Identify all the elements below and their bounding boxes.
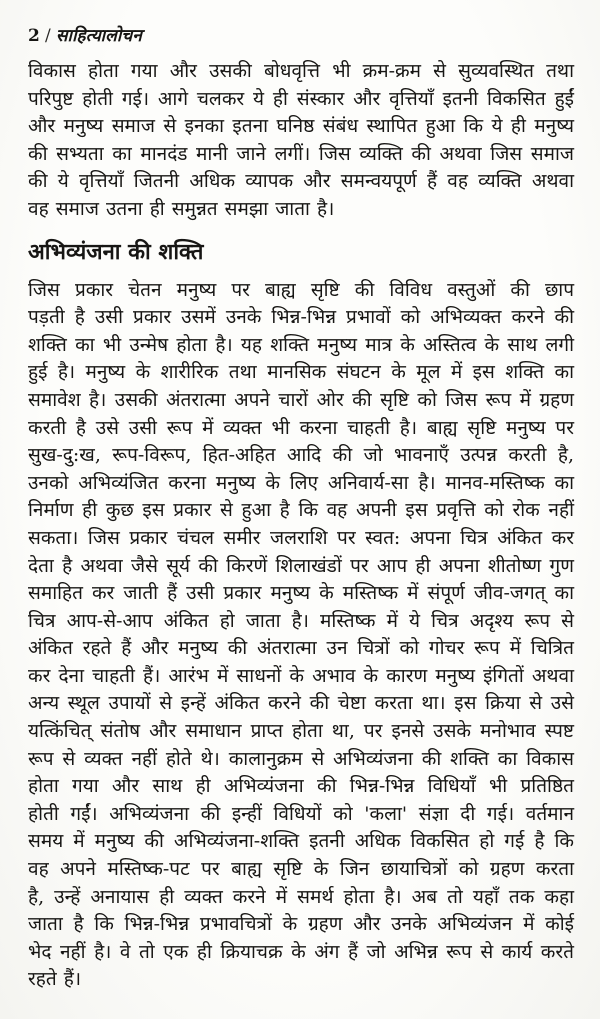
text-line: जिस प्रकार चेतन मनुष्य पर बाह्य सृष्टि की विविध वस्तुओं की छाप [28,278,574,301]
text-line: सुख-दु:ख, रूप-विरूप, हित-अहित आदि की जो भावनाएँ उत्पन्न करती है, [28,444,574,467]
text-line: है, उन्हें अनायास ही व्यक्त करने में समर्थ होता है। अब तो यहाँ तक कहा [28,885,574,908]
text-line: अंकित रहते हैं और मनुष्य की अंतरात्मा उन चित्रों को गोचर रूप में चित्रित [28,637,574,660]
text-line: समावेश है। उसकी अंतरात्मा अपने चारों ओर की सृष्टि को जिस रूप में ग्रहण [28,388,574,411]
text-line: समय में मनुष्य की अभिव्यंजना-शक्ति इतनी अधिक विकसित हो गई है कि [28,830,574,853]
text-line: रूप से व्यक्त नहीं होते थे। कालानुक्रम से अभिव्यंजना की शक्ति का विकास [28,747,574,770]
text-line: जाता है कि भिन्न-भिन्न प्रभावचित्रों के ग्रहण और उनके अभिव्यंजन में कोई [28,913,574,936]
text-line: परिपुष्ट होती गई। आगे चलकर ये ही संस्कार और वृत्तियाँ इतनी विकसित हुईं [28,87,574,110]
text-line: उनको अभिव्यंजित करना मनुष्य के लिए अनिवार्य-सा है। मानव-मस्तिष्क का [28,471,574,494]
text-line: चित्र आप-से-आप अंकित हो जाता है। मस्तिष्क में ये चित्र अदृश्य रूप से [28,609,574,632]
header-separator: / [45,26,51,46]
text-line: अन्य स्थूल उपायों से इन्हें अंकित करने की चेष्टा करता था। इस क्रिया से उसे [28,692,574,715]
text-line: हुई है। मनुष्य के शारीरिक तथा मानसिक संघटन के मूल में इस शक्ति का [28,361,574,384]
text-line: होती गईं। अभिव्यंजना की इन्हीं विधियों को 'कला' संज्ञा दी गई। वर्तमान [28,802,574,825]
text-line: कर देना चाहती हैं। आरंभ में साधनों के अभाव के कारण मनुष्य इंगितों अथवा [28,664,574,687]
text-line: यत्किंचित् संतोष और समाधान प्राप्त होता था, पर इनसे उसके मनोभाव स्पष्ट [28,720,574,743]
text-line: वह समाज उतना ही समुन्नत समझा जाता है। [28,197,335,220]
text-line: पड़ती है उसी प्रकार उसमें उनके भिन्न-भिन्न प्रभावों को अभिव्यक्त करने की [28,306,574,329]
text-line: सकता। जिस प्रकार चंचल समीर जलराशि पर स्वत: अपना चित्र अंकित कर [28,526,574,549]
text-line: करती है उसे उसी रूप में व्यक्त भी करना चाहती है। बाह्य सृष्टि मनुष्य पर [28,416,574,439]
paragraph-continuation [28,58,574,224]
paragraph-body [28,277,574,994]
page-number: 2 [28,26,41,46]
text-line: समाहित कर जाती हैं उसी प्रकार मनुष्य के मस्तिष्क में संपूर्ण जीव-जगत् का [28,582,574,605]
text-line: निर्माण ही कुछ इस प्रकार से हुआ है कि वह अपनी इस प्रवृत्ति को रोक नहीं [28,499,574,522]
page-header [28,24,574,48]
text-line: देता है अथवा जैसे सूर्य की किरणें शिलाखंडों पर आप ही अपना शीतोष्ण गुण [28,554,574,577]
text-line: रहते हैं। [28,968,82,991]
text-line: की सभ्यता का मानदंड मानी जाने लगीं। जिस व्यक्ति की अथवा जिस समाज [28,142,574,165]
text-line: विकास होता गया और उसकी बोधवृत्ति भी क्रम-क्रम से सुव्यवस्थित तथा [28,60,574,82]
text-line: वह अपने मस्तिष्क-पट पर बाह्य सृष्टि के जिन छायाचित्रों को ग्रहण करता [28,858,574,881]
text-line: होता गया और साथ ही अभिव्यंजना की भिन्न-भिन्न विधियाँ भी प्रतिष्ठित [28,775,574,798]
book-title: साहित्यालोचन [55,26,143,46]
text-line: भेद नहीं है। वे तो एक ही क्रियाचक्र के अंग हैं जो अभिन्न रूप से कार्य करते [28,940,574,963]
text-line: शक्ति का भी उन्मेष होता है। यह शक्ति मनुष्य मात्र के अस्तित्व के साथ लगी [28,333,574,356]
text-line: और मनुष्य समाज से इनका इतना घनिष्ठ संबंध स्थापित हुआ कि ये ही मनुष्य [28,115,574,138]
text-line: की ये वृत्तियाँ जितनी अधिक व्यापक और समन्वयपूर्ण हैं वह व्यक्ति अथवा [28,170,574,193]
section-heading: अभिव्यंजना की शक्ति [28,238,204,265]
